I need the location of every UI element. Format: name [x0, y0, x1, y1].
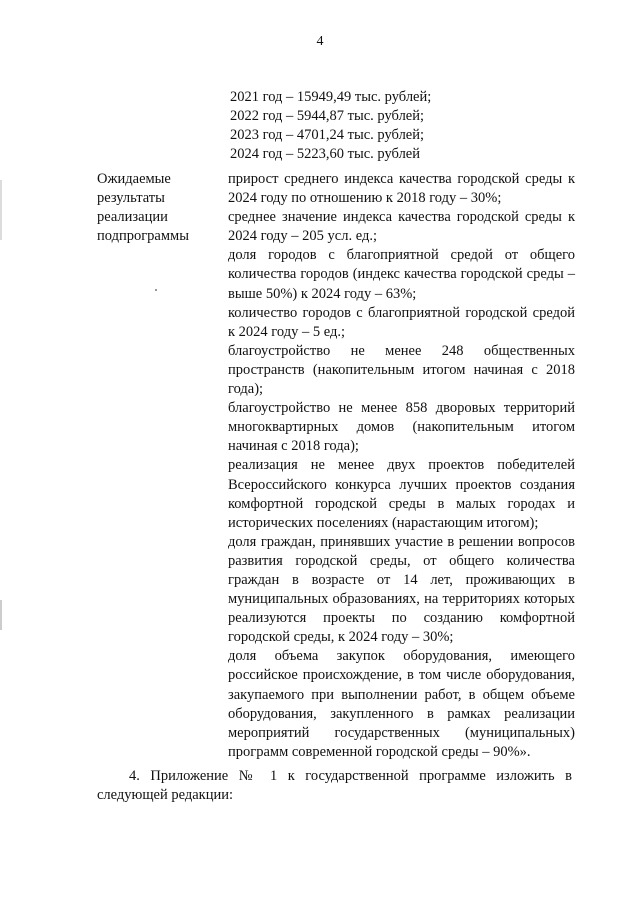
- result-item: благоустройство не менее 858 дворовых территорий многоквартирных домов (накопительным итогом начиная с 2018 года);: [228, 400, 575, 455]
- result-item: доля городов с благоприятной средой от общего количества городов (индекс качества городской среды – выше 50%) к 2024 году – 63%;: [228, 247, 575, 302]
- expected-results-list: [228, 170, 575, 762]
- label-line: реализации: [97, 209, 168, 225]
- result-item: среднее значение индекса качества городской среды к 2024 году – 205 усл. ед.;: [228, 209, 575, 245]
- section-label: [97, 170, 222, 246]
- closing-paragraph: [97, 767, 572, 805]
- scan-edge-mark: [0, 600, 2, 630]
- funding-line-2021: 2021 год – 15949,49 тыс. рублей;: [230, 89, 432, 105]
- result-item: доля объема закупок оборудования, имеющего российское происхождение, в том числе оборудования, закупаемого при выполнении работ, в общем объеме оборудования, закупленного в рамках реализации мероприятий государственных (муниципальных) программ современной городской среды – 90%».: [228, 648, 575, 760]
- result-item: благоустройство не менее 248 общественных пространств (накопительным итогом начиная с 2018 года);: [228, 342, 575, 398]
- label-line: подпрограммы: [97, 228, 189, 244]
- page-number: 4: [316, 34, 324, 49]
- funding-line-2022: 2022 год – 5944,87 тыс. рублей;: [230, 108, 425, 124]
- funding-by-year: [230, 88, 590, 164]
- funding-line-2024: 2024 год – 5223,60 тыс. рублей: [230, 146, 421, 162]
- result-item: доля граждан, принявших участие в решении вопросов развития городской среды, от общего количества граждан в возрасте от 14 лет, проживающих в муниципальных образованиях, на территориях которых реализуются проекты по созданию комфортной городской среды, к 2024 году – 30%;: [228, 533, 575, 646]
- closing-text: 4. Приложение № 1 к государственной программе изложить в следующей редакции:: [97, 768, 572, 803]
- result-item: количество городов с благоприятной городской средой к 2024 году – 5 ед.;: [228, 304, 575, 340]
- funding-line-2023: 2023 год – 4701,24 тыс. рублей;: [230, 127, 425, 143]
- result-item: реализация не менее двух проектов победителей Всероссийского конкурса лучших проектов создания комфортной городской среды в малых городах и исторических поселениях (нарастающим итогом);: [228, 457, 575, 531]
- result-item: прирост среднего индекса качества городской среды к 2024 году по отношению к 2018 году – 30%;: [228, 171, 575, 207]
- label-line: Ожидаемые: [97, 171, 171, 187]
- scan-edge-mark: [0, 180, 2, 240]
- scan-speck: [155, 289, 157, 291]
- label-line: результаты: [97, 190, 165, 206]
